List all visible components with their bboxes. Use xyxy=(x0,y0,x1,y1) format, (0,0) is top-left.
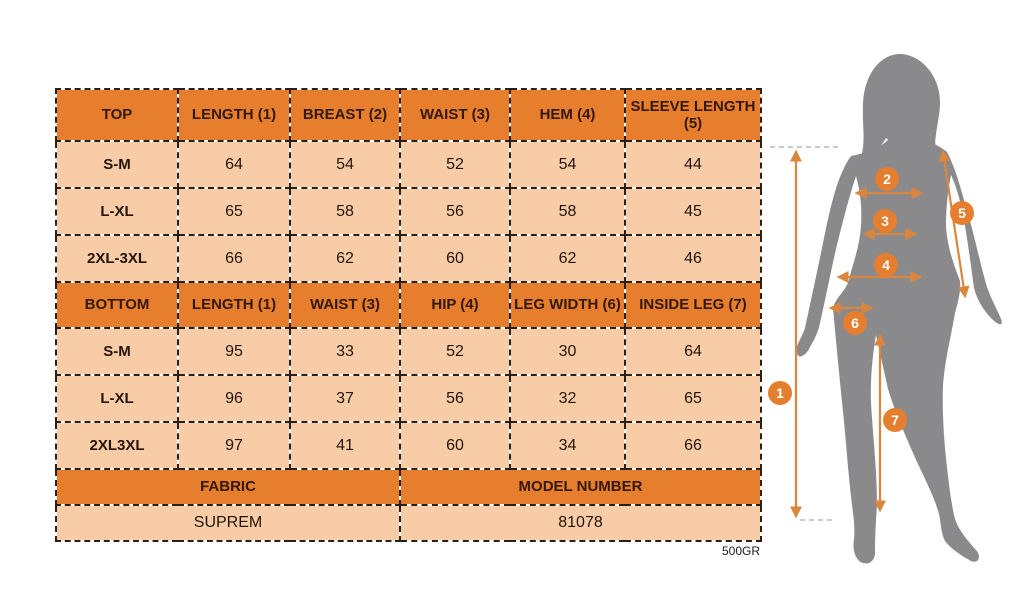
woman-silhouette xyxy=(796,54,1001,563)
value-cell: 54 xyxy=(290,141,400,188)
info-value-row xyxy=(56,505,761,541)
value-cell: 62 xyxy=(290,235,400,282)
marker-number-5: 5 xyxy=(958,205,966,221)
marker-1 xyxy=(768,381,792,405)
header-length-1: LENGTH (1) xyxy=(178,282,290,328)
marker-number-3: 3 xyxy=(881,213,889,229)
marker-number-1: 1 xyxy=(776,385,784,401)
size-cell: S-M xyxy=(56,141,178,188)
value-cell: 64 xyxy=(625,328,761,375)
bottom-header-row xyxy=(56,282,761,328)
value-cell: 41 xyxy=(290,422,400,469)
marker-number-2: 2 xyxy=(883,171,891,187)
top-header-row xyxy=(56,89,761,141)
value-cell: 97 xyxy=(178,422,290,469)
marker-7 xyxy=(883,408,907,432)
size-cell: 2XL3XL xyxy=(56,422,178,469)
table-row xyxy=(56,422,761,469)
header-hip-4: HIP (4) xyxy=(400,282,510,328)
header-waist-3: WAIST (3) xyxy=(290,282,400,328)
value-cell: 45 xyxy=(625,188,761,235)
value-cell: 56 xyxy=(400,188,510,235)
table-row xyxy=(56,188,761,235)
value-cell: 52 xyxy=(400,141,510,188)
value-cell: 60 xyxy=(400,235,510,282)
header-sleeve-5: SLEEVE LENGTH (5) xyxy=(625,89,761,141)
value-cell: 52 xyxy=(400,328,510,375)
size-cell: S-M xyxy=(56,328,178,375)
value-cell: 60 xyxy=(400,422,510,469)
value-cell: 66 xyxy=(178,235,290,282)
model-number-value: 81078 xyxy=(400,505,761,541)
value-cell: 34 xyxy=(510,422,625,469)
header-length-1: LENGTH (1) xyxy=(178,89,290,141)
header-leg-width-6: LEG WIDTH (6) xyxy=(510,282,625,328)
value-cell: 64 xyxy=(178,141,290,188)
value-cell: 46 xyxy=(625,235,761,282)
value-cell: 32 xyxy=(510,375,625,422)
silhouette-body xyxy=(796,134,1001,563)
value-cell: 54 xyxy=(510,141,625,188)
value-cell: 58 xyxy=(510,188,625,235)
header-top: TOP xyxy=(56,89,178,141)
table-row xyxy=(56,235,761,282)
header-waist-3: WAIST (3) xyxy=(400,89,510,141)
value-cell: 66 xyxy=(625,422,761,469)
value-cell: 33 xyxy=(290,328,400,375)
table-row xyxy=(56,328,761,375)
marker-number-7: 7 xyxy=(891,412,899,428)
size-chart-table xyxy=(55,88,762,542)
header-fabric: FABRIC xyxy=(56,469,400,505)
header-bottom: BOTTOM xyxy=(56,282,178,328)
marker-3 xyxy=(873,209,897,233)
marker-6 xyxy=(843,311,867,335)
header-model-number: MODEL NUMBER xyxy=(400,469,761,505)
size-cell: L-XL xyxy=(56,188,178,235)
value-cell: 37 xyxy=(290,375,400,422)
size-cell: L-XL xyxy=(56,375,178,422)
marker-2 xyxy=(875,167,899,191)
marker-number-6: 6 xyxy=(851,315,859,331)
value-cell: 65 xyxy=(625,375,761,422)
marker-number-4: 4 xyxy=(882,257,890,273)
size-cell: 2XL-3XL xyxy=(56,235,178,282)
header-inside-leg-7: INSIDE LEG (7) xyxy=(625,282,761,328)
value-cell: 44 xyxy=(625,141,761,188)
value-cell: 65 xyxy=(178,188,290,235)
table-row xyxy=(56,375,761,422)
value-cell: 95 xyxy=(178,328,290,375)
measurement-figure xyxy=(765,42,1024,572)
info-header-row xyxy=(56,469,761,505)
marker-4 xyxy=(874,253,898,277)
value-cell: 62 xyxy=(510,235,625,282)
table-row xyxy=(56,141,761,188)
fabric-value: SUPREM xyxy=(56,505,400,541)
marker-5 xyxy=(950,201,974,225)
value-cell: 58 xyxy=(290,188,400,235)
weight-footnote: 500GR xyxy=(721,544,760,558)
header-hem-4: HEM (4) xyxy=(510,89,625,141)
value-cell: 56 xyxy=(400,375,510,422)
value-cell: 96 xyxy=(178,375,290,422)
header-breast-2: BREAST (2) xyxy=(290,89,400,141)
value-cell: 30 xyxy=(510,328,625,375)
